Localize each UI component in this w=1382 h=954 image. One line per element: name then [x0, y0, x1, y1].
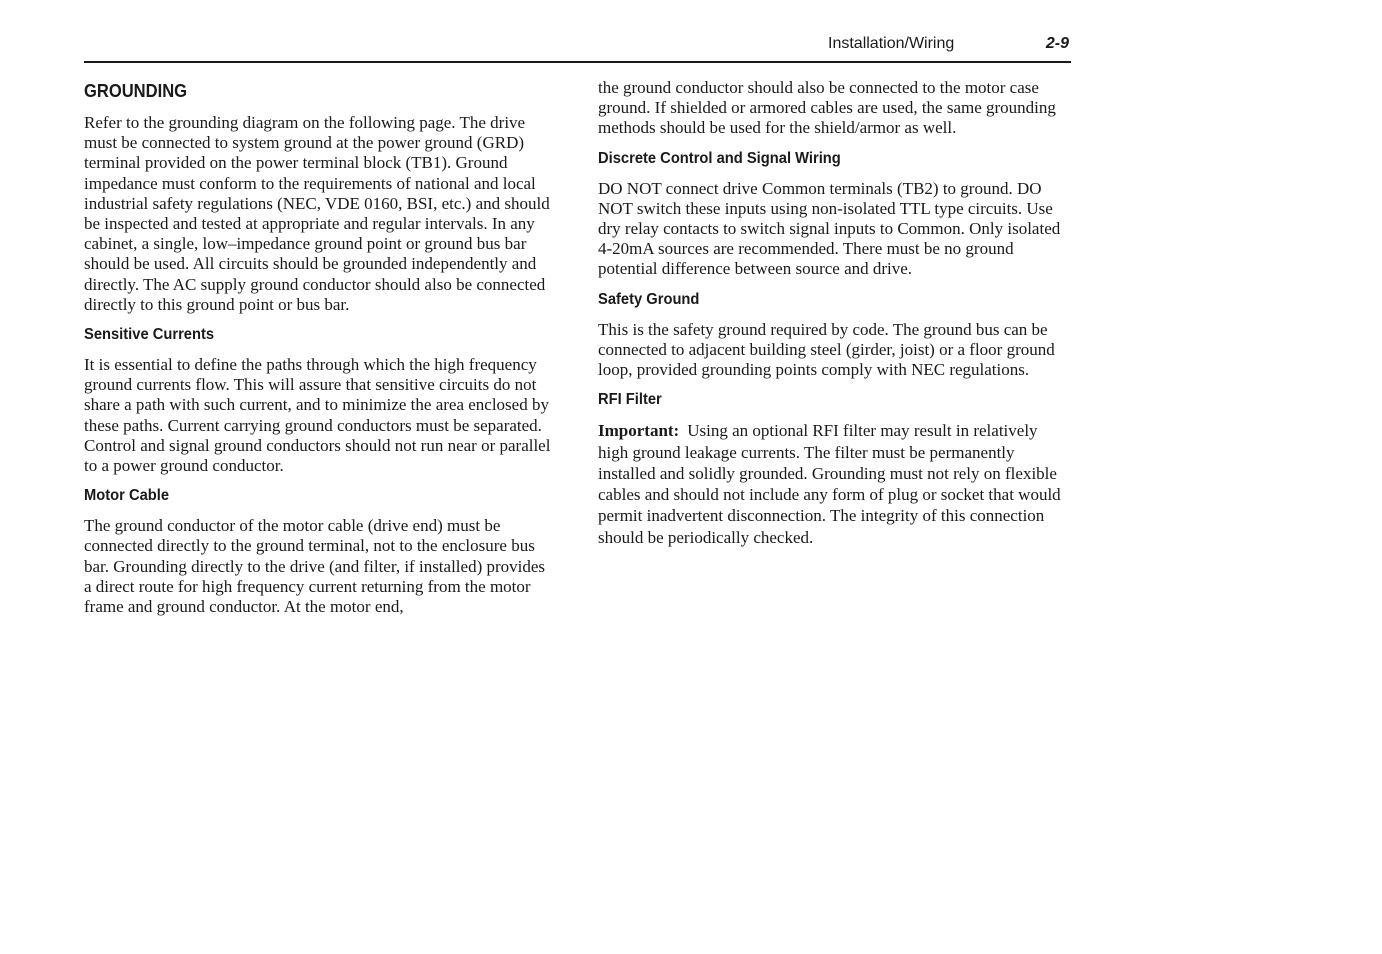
discrete-control-paragraph: DO NOT connect drive Common terminals (TB2) to ground. DO NOT switch these inputs using non-isolated TTL type circuits. Use dry relay contacts to switch signal inputs to Common. Only isolated 4-20mA sources are recommended. There must be no ground potential difference between source and drive. — [598, 178, 1061, 279]
right-column — [598, 78, 1068, 548]
subsection-title-sensitive-currents: Sensitive Currents — [84, 326, 215, 344]
section-title-grounding: GROUNDING — [84, 81, 188, 101]
header-page-number: 2-9 — [1045, 35, 1069, 52]
grounding-intro-paragraph: Refer to the grounding diagram on the following page. The drive must be connected to system ground at the power ground (GRD) terminal provided on the power terminal block (TB1). Ground impedance must conform to the requirements of national and local industrial safety regulations (NEC, VDE 0160, BSI, etc.) and should be inspected and tested at appropriate and regular intervals. In any cabinet, a single, low–impedance ground point or ground bus bar should be used. All circuits should be grounded independently and directly. The AC supply ground conductor should also be connected directly to this ground point or bus bar. — [84, 113, 550, 314]
subsection-title-discrete-control: Discrete Control and Signal Wiring — [598, 149, 841, 167]
subsection-title-motor-cable: Motor Cable — [84, 487, 170, 505]
important-label: Important: — [598, 421, 680, 441]
safety-ground-paragraph: This is the safety ground required by code. The ground bus can be connected to adjacent building steel (girder, joist) or a floor ground loop, provided grounding points comply with NEC regulations. — [598, 319, 1055, 380]
rfi-filter-text: Using an optional RFI filter may result in relatively high ground leakage currents. The filter must be permanently installed and solidly grounded. Grounding must not rely on flexible cables and should not include any form of plug or socket that would permit inadvertent disconnection. The integrity of this connection should be periodically checked. — [598, 421, 1061, 547]
sensitive-currents-paragraph: It is essential to define the paths through which the high frequency ground currents flow. This will assure that sensitive circuits do not share a path with such current, and to minimize the area enclosed by these paths. Current carrying ground conductors must be separated. Control and signal ground conductors should not run near or parallel to a power ground conductor. — [84, 355, 551, 476]
motor-cable-continued-paragraph: the ground conductor should also be connected to the motor case ground. If shielded or armored cables are used, the same grounding methods should be used for the shield/armor as well. — [598, 78, 1056, 138]
page-header — [84, 33, 1071, 63]
motor-cable-paragraph: The ground conductor of the motor cable (drive end) must be connected directly to the ground terminal, not to the enclosure bus bar. Grounding directly to the drive (and filter, if installed) provides a direct route for high frequency current returning from the motor frame and ground conductor. At the motor end, — [84, 516, 546, 617]
header-section-title: Installation/Wiring — [828, 35, 955, 52]
subsection-title-rfi-filter: RFI Filter — [598, 391, 662, 409]
rfi-filter-paragraph — [598, 420, 1068, 548]
subsection-title-safety-ground: Safety Ground — [598, 290, 700, 308]
left-column — [84, 78, 552, 617]
